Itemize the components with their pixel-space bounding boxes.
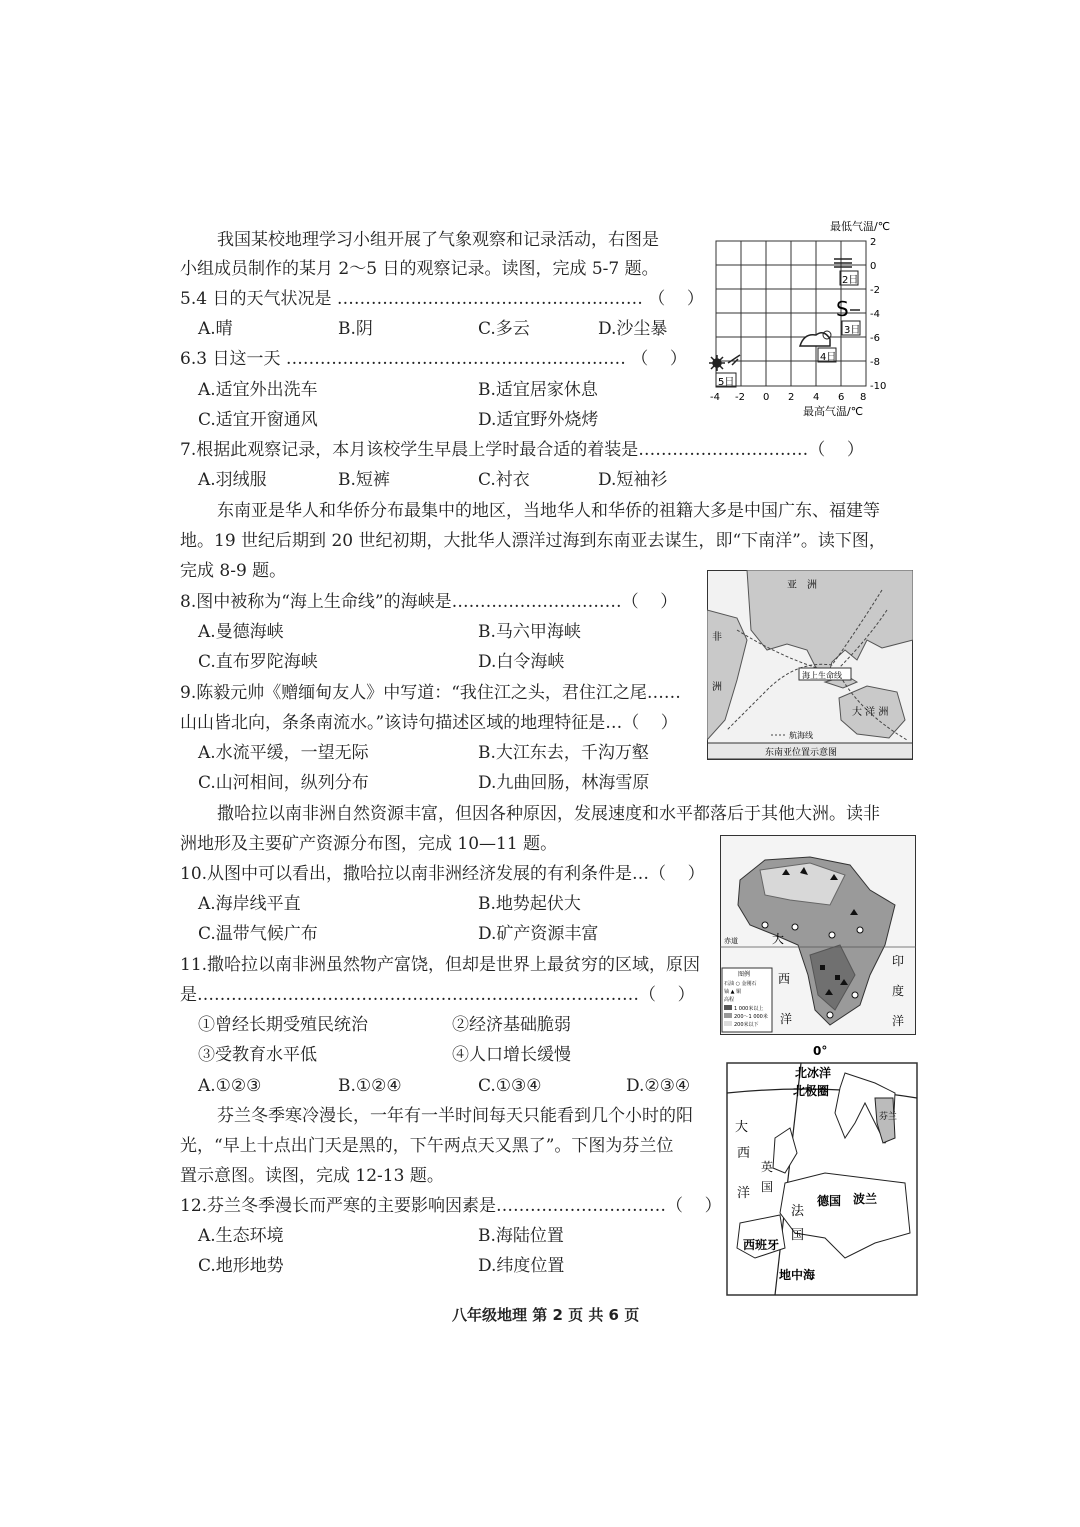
question-8-stem: 8.图中被称为“海上生命线”的海峡是…………………………（ ）	[180, 592, 678, 612]
question-11-stem-line2: 是……………………………………………………………………（ ）	[180, 985, 695, 1005]
label-finland: 芬兰	[879, 1112, 898, 1122]
y-tick-m2: -2	[870, 285, 880, 296]
intro-8-9-line1: 东南亚是华人和华侨分布最集中的地区，当地华人和华侨的祖籍大多是中国广东、福建等	[217, 501, 880, 521]
africa-resources-map	[720, 835, 916, 1035]
label-yang-atlantic: 洋	[780, 1012, 793, 1026]
y-tick-m6: -6	[870, 333, 880, 344]
label-guo: 国	[761, 1180, 774, 1194]
question-10-stem: 10.从图中可以看出，撒哈拉以南非洲经济发展的有利条件是…（ ）	[180, 864, 705, 884]
legend-sea-route: 航海线	[789, 731, 813, 740]
label-arctic-circle: 北极圈	[793, 1084, 830, 1098]
q7-option-b[interactable]: B.短裤	[338, 470, 390, 490]
intro-5-7-line2: 小组成员制作的某月 2～5 日的观察记录。读图，完成 5-7 题。	[180, 259, 659, 279]
legend-title: 图例	[738, 971, 751, 978]
intro-8-9-line3: 完成 8-9 题。	[180, 561, 287, 581]
label-germany: 德国	[817, 1194, 842, 1208]
finland-location-map	[725, 1043, 921, 1298]
sun-icon	[709, 355, 740, 371]
q12-option-b[interactable]: B.海陆位置	[478, 1226, 564, 1246]
legend-row-3: 高程	[724, 997, 735, 1003]
label-mediterranean: 地中海	[779, 1268, 816, 1282]
q6-option-b[interactable]: B.适宜居家休息	[478, 380, 598, 400]
intro-12-13-line1: 芬兰冬季寒冷漫长，一年有一半时间每天只能看到几个小时的阳	[217, 1106, 693, 1126]
label-xi: 西	[778, 972, 791, 986]
q5-option-c[interactable]: C.多云	[478, 319, 530, 339]
label-du: 度	[892, 984, 905, 998]
legend-row-1: 石油 ○ 金刚石	[724, 981, 757, 987]
weather-observation-chart	[700, 215, 910, 420]
haze-icon	[834, 259, 852, 267]
q6-option-c[interactable]: C.适宜开窗通风	[198, 410, 318, 430]
label-asia: 亚 洲	[787, 580, 817, 591]
intro-10-11-line2: 洲地形及主要矿产资源分布图，完成 10—11 题。	[180, 834, 558, 854]
sea-map-caption: 东南亚位置示意图	[765, 748, 838, 758]
label-da: 大	[772, 932, 785, 946]
question-6-stem: 6.3 日这一天 …………………………………………………… （ ）	[180, 349, 687, 369]
day-label-4: 4日	[820, 352, 837, 363]
label-africa-2: 洲	[712, 682, 722, 693]
question-5-stem: 5.4 日的天气状况是 ……………………………………………… （ ）	[180, 289, 704, 309]
intro-10-11-line1: 撒哈拉以南非洲自然资源丰富，但因各种原因，发展速度和水平都落后于其他大洲。读非	[217, 804, 880, 824]
label-africa-1: 非	[712, 632, 722, 643]
q12-option-d[interactable]: D.纬度位置	[478, 1256, 565, 1276]
q8-option-a[interactable]: A.曼德海峡	[198, 622, 284, 642]
sandstorm-icon: S	[836, 297, 849, 321]
q6-option-d[interactable]: D.适宜野外烧烤	[478, 410, 599, 430]
q9-option-a[interactable]: A.水流平缓，一望无际	[198, 743, 369, 763]
label-yang-indian: 洋	[892, 1014, 905, 1028]
q12-option-c[interactable]: C.地形地势	[198, 1256, 284, 1276]
label-arctic-ocean: 北冰洋	[795, 1066, 832, 1080]
intro-12-13-line3: 置示意图。读图，完成 12-13 题。	[180, 1166, 444, 1186]
question-9-stem-line2: 山山皆北向，条条南流水。”该诗句描述区域的地理特征是…（ ）	[180, 713, 678, 733]
day-label-5: 5日	[718, 377, 735, 388]
y-tick-m10: -10	[870, 381, 887, 392]
q12-option-a[interactable]: A.生态环境	[198, 1226, 284, 1246]
label-yin: 印	[892, 954, 905, 968]
q5-option-a[interactable]: A.晴	[198, 319, 233, 339]
label-poland: 波兰	[853, 1192, 878, 1206]
q10-option-b[interactable]: B.地势起伏大	[478, 894, 581, 914]
q5-option-b[interactable]: B.阴	[338, 319, 373, 339]
q6-option-a[interactable]: A.适宜外出洗车	[198, 380, 318, 400]
x-tick-8: 8	[860, 392, 867, 403]
label-lifeline: 海上生命线	[802, 671, 842, 680]
y-tick-m8: -8	[870, 357, 880, 368]
q8-option-d[interactable]: D.白令海峡	[478, 652, 565, 672]
q10-option-c[interactable]: C.温带气候广布	[198, 924, 318, 944]
q7-option-d[interactable]: D.短袖衫	[598, 470, 668, 490]
question-12-stem: 12.芬兰冬季漫长而严寒的主要影响因素是…………………………（ ）	[180, 1196, 722, 1216]
intro-5-7-line1: 我国某校地理学习小组开展了气象观察和记录活动，右图是	[217, 230, 659, 250]
x-tick-2: 2	[788, 392, 795, 403]
weather-x-axis-label: 最高气温/℃	[803, 405, 864, 418]
x-tick-m2: -2	[735, 392, 745, 403]
x-tick-0: 0	[763, 392, 770, 403]
day-label-3: 3日	[844, 325, 861, 336]
legend-row-6: 200米以下	[734, 1022, 759, 1028]
q8-option-b[interactable]: B.马六甲海峡	[478, 622, 581, 642]
question-11-stem-line1: 11.撒哈拉以南非洲虽然物产富饶，但却是世界上最贫穷的区域，原因	[180, 955, 701, 975]
intro-8-9-line2: 地。19 世纪后期到 20 世纪初期，大批华人漂洋过海到东南亚去谋生，即“下南洋”。读下图，	[180, 531, 886, 551]
x-tick-m4: -4	[710, 392, 720, 403]
legend-row-2: 铀 ▲ 铜	[724, 989, 742, 995]
label-fa: 法	[791, 1204, 805, 1219]
intro-12-13-line2: 光，“早上十点出门天是黑的，下午两点天又黑了”。下图为芬兰位	[180, 1136, 674, 1156]
q11-item-1: ①曾经长期受殖民统治	[198, 1015, 368, 1035]
q7-option-c[interactable]: C.衬衣	[478, 470, 530, 490]
q11-item-2: ②经济基础脆弱	[452, 1015, 571, 1035]
x-tick-4: 4	[813, 392, 820, 403]
y-tick-2: 2	[870, 237, 877, 248]
label-equator: 赤道	[724, 937, 738, 945]
weather-y-axis-label: 最低气温/℃	[830, 220, 891, 233]
page-footer: 八年级地理 第 2 页 共 6 页	[452, 1306, 640, 1324]
day-label-2: 2日	[842, 275, 859, 286]
africa-legend	[722, 968, 772, 1032]
q9-option-b[interactable]: B.大江东去，千沟万壑	[478, 743, 649, 763]
label-spain: 西班牙	[743, 1238, 780, 1252]
question-7-stem: 7.根据此观察记录，本月该校学生早晨上学时最合适的着装是…………………………（ ）	[180, 440, 864, 460]
label-da: 大	[735, 1120, 749, 1135]
q11-option-b[interactable]: B.①②④	[338, 1076, 402, 1096]
legend-row-5: 200～1 000米	[734, 1014, 768, 1020]
question-9-stem-line1: 9.陈毅元帅《赠缅甸友人》中写道：“我住江之头，君住江之尾……	[180, 683, 681, 703]
q5-option-d[interactable]: D.沙尘暴	[598, 319, 668, 339]
label-prime-meridian: 0°	[813, 1044, 828, 1058]
q11-item-3: ③受教育水平低	[198, 1045, 317, 1065]
label-ying: 英	[761, 1160, 774, 1174]
y-tick-0: 0	[870, 261, 877, 272]
q11-option-a[interactable]: A.①②③	[198, 1076, 262, 1096]
q11-option-d[interactable]: D.②③④	[626, 1076, 691, 1096]
q9-option-c[interactable]: C.山河相间，纵列分布	[198, 773, 369, 793]
q10-option-d[interactable]: D.矿产资源丰富	[478, 924, 599, 944]
x-tick-6: 6	[838, 392, 845, 403]
y-tick-m4: -4	[870, 309, 880, 320]
label-oceania: 大 洋 洲	[852, 707, 889, 718]
q10-option-a[interactable]: A.海岸线平直	[198, 894, 301, 914]
legend-row-4: 1 000米以上	[734, 1006, 764, 1012]
label-yang: 洋	[737, 1186, 751, 1201]
q9-option-d[interactable]: D.九曲回肠，林海雪原	[478, 773, 650, 793]
label-xi: 西	[737, 1146, 751, 1161]
q11-option-c[interactable]: C.①③④	[478, 1076, 542, 1096]
southeast-asia-map	[707, 570, 913, 760]
q7-option-a[interactable]: A.羽绒服	[198, 470, 267, 490]
q11-item-4: ④人口增长缓慢	[452, 1045, 571, 1065]
label-guo2: 国	[791, 1228, 805, 1243]
q8-option-c[interactable]: C.直布罗陀海峡	[198, 652, 318, 672]
